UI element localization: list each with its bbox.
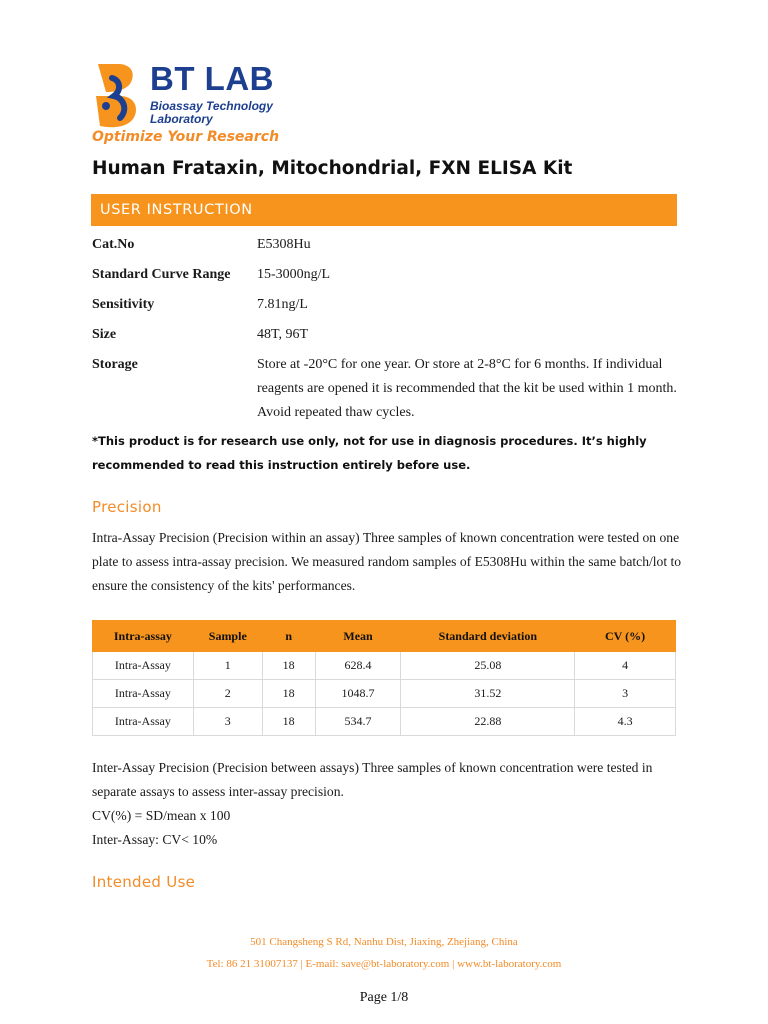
column-header: Mean [315,621,401,652]
table-cell: 4 [575,652,676,680]
table-cell: 3 [193,708,262,736]
table-row [93,652,676,680]
inter-assay-paragraph: Inter-Assay Precision (Precision between assays) Three samples of known concentration were tested in separate assays to assess inter-assay precision. [92,760,653,799]
spec-value-sensitivity: 7.81ng/L [257,297,308,312]
column-header: Standard deviation [401,621,575,652]
table-cell: 18 [262,652,315,680]
table-cell: Intra-Assay [93,680,194,708]
brand-name: BT LAB [150,60,274,97]
inter-assay-cv: Inter-Assay: CV< 10% [92,832,218,847]
spec-value-size: 48T, 96T [257,327,309,342]
brand-subtitle-line1: Bioassay Technology [150,99,273,113]
table-cell: Intra-Assay [93,708,194,736]
table-cell: 31.52 [401,680,575,708]
table-cell: 534.7 [315,708,401,736]
intra-assay-paragraph: Intra-Assay Precision (Precision within an assay) Three samples of known concentration were tested on one plate to assess intra-assay precision. We measured random samples of E5308Hu within the same batch/lot to ensure the consistency of the kits' performances. [92,530,682,593]
table-cell: 1048.7 [315,680,401,708]
spec-label-size: Size [92,327,117,342]
cv-formula: CV(%) = SD/mean x 100 [92,808,231,823]
bt-lab-logo-icon [92,60,142,130]
table-cell: 18 [262,680,315,708]
table-cell: 3 [575,680,676,708]
table-cell: 4.3 [575,708,676,736]
column-header: Intra-assay [93,621,194,652]
table-cell: 2 [193,680,262,708]
page-number: Page 1/8 [359,990,409,1005]
user-instruction-banner: USER INSTRUCTION [91,194,677,226]
spec-label-sensitivity: Sensitivity [92,297,155,312]
column-header: Sample [193,621,262,652]
table-cell: 25.08 [401,652,575,680]
spec-label-storage: Storage [92,357,138,372]
column-header: n [262,621,315,652]
table-row [93,680,676,708]
intended-use-heading: Intended Use [92,873,196,891]
tagline: Optimize Your Research [92,129,280,145]
spec-value-standard-curve-range: 15-3000ng/L [257,267,331,282]
intra-assay-table [92,620,676,736]
table-cell: 18 [262,708,315,736]
precision-heading: Precision [92,498,162,516]
brand-subtitle-line2: Laboratory [150,112,213,126]
table-cell: 22.88 [401,708,575,736]
research-use-notice: *This product is for research use only, not for use in diagnosis procedures. It’s highly recommended to read this instruction entirely before use. [92,434,647,472]
spec-label-standard-curve-range: Standard Curve Range [92,267,231,282]
table-cell: 628.4 [315,652,401,680]
table-row [93,708,676,736]
spec-value-storage: Store at -20°C for one year. Or store at 2-8°C for 6 months. If individual reagents are opened it is recommended that the kit be used within 1 month. Avoid repeated thaw cycles. [257,357,677,420]
table-cell: 1 [193,652,262,680]
page-title: Human Frataxin, Mitochondrial, FXN ELISA Kit [92,158,573,179]
column-header: CV (%) [575,621,676,652]
spec-label-cat-no: Cat.No [92,237,135,252]
table-cell: Intra-Assay [93,652,194,680]
spec-value-cat-no: E5308Hu [257,237,311,252]
brand-subtitle [150,100,273,126]
footer-contact: Tel: 86 21 31007137 | E-mail: save@bt-laboratory.com | www.bt-laboratory.com [206,958,562,970]
table-header-row [93,621,676,652]
footer-address: 501 Changsheng S Rd, Nanhu Dist, Jiaxing, Zhejiang, China [250,936,518,948]
